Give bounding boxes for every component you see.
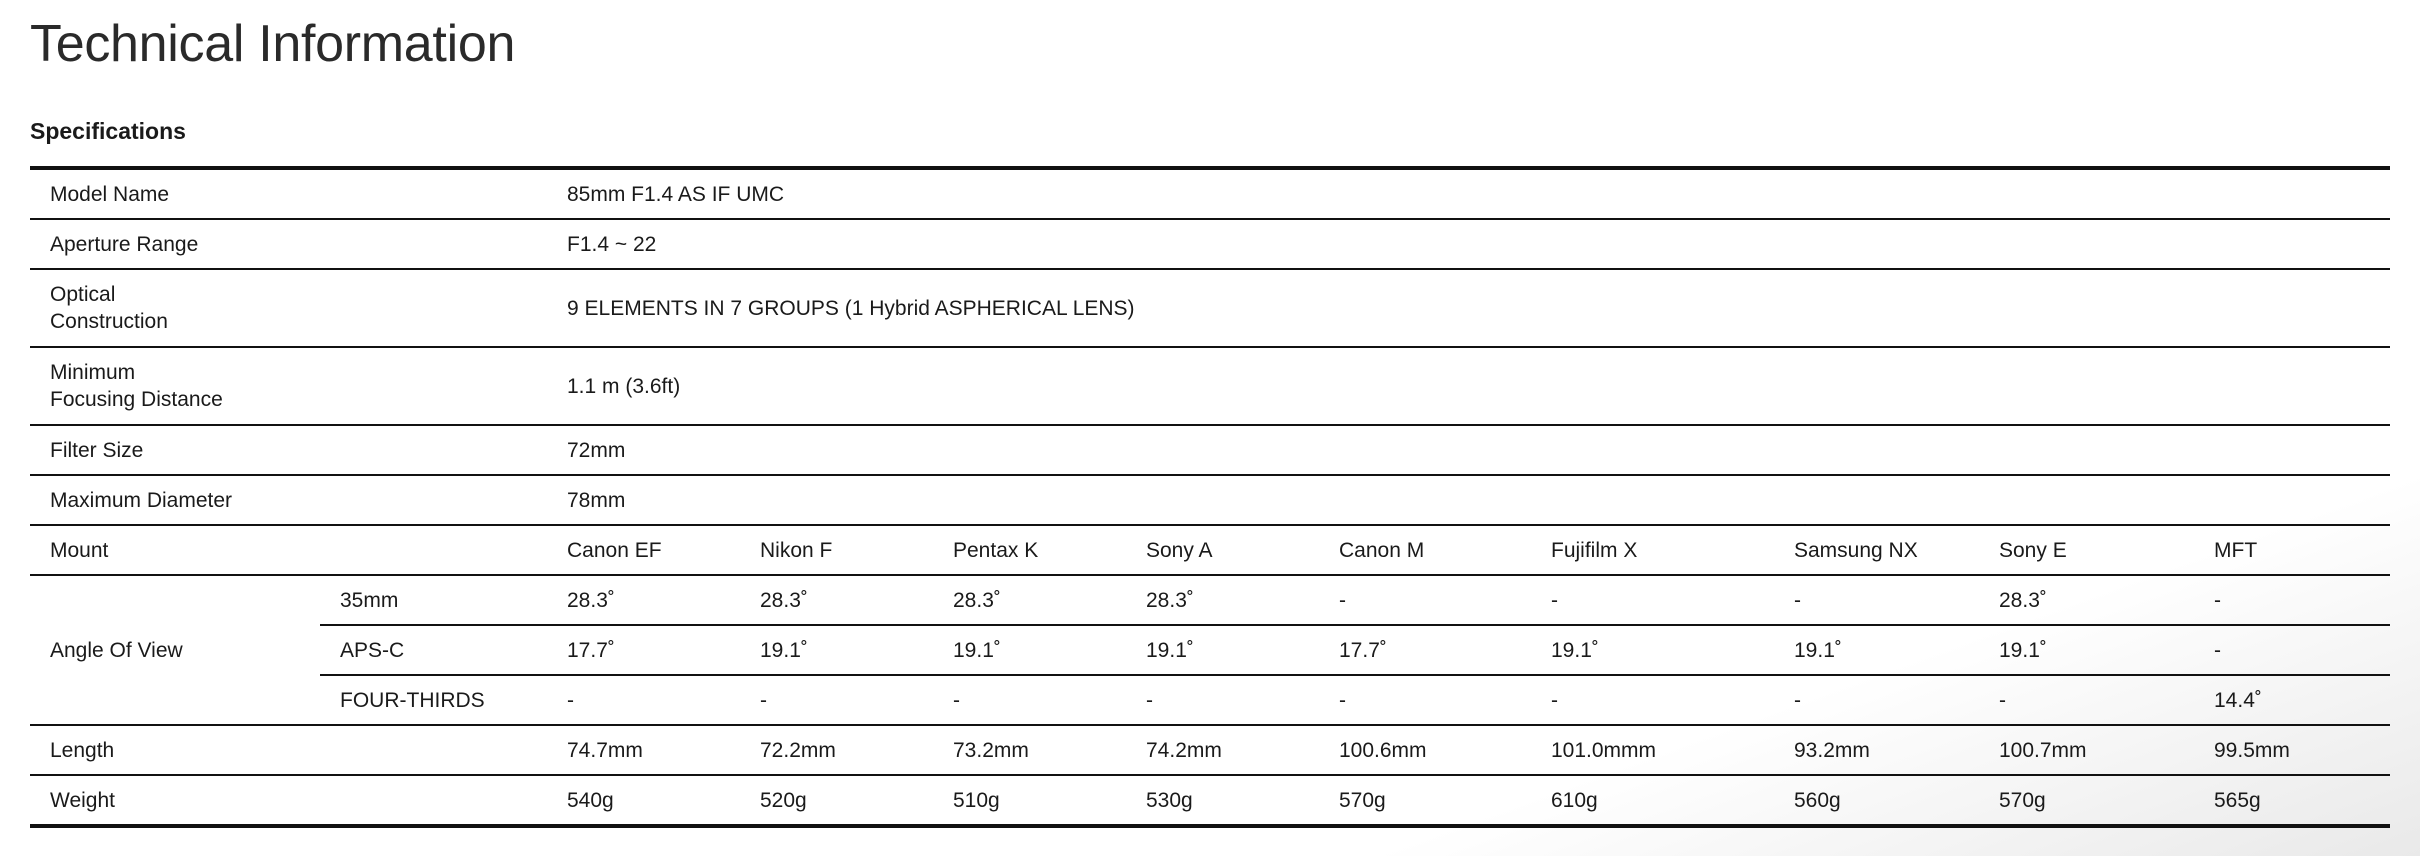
mount-cell: Pentax K — [933, 525, 1126, 575]
aov-cell: - — [1979, 675, 2194, 725]
mount-cell: Sony E — [1979, 525, 2194, 575]
spec-value: 9 ELEMENTS IN 7 GROUPS (1 Hybrid ASPHERICAL LENS) — [547, 269, 2390, 347]
aov-cell: - — [1126, 675, 1319, 725]
aov-cell: 17.7˚ — [547, 625, 740, 675]
aov-format-label: APS-C — [320, 625, 547, 675]
aov-cell: 19.1˚ — [740, 625, 933, 675]
spec-row-min-focus — [30, 347, 2390, 425]
length-cell: 73.2mm — [933, 725, 1126, 775]
aov-cell: - — [2194, 625, 2390, 675]
spec-row-filter-size — [30, 425, 2390, 475]
weight-cell: 570g — [1979, 775, 2194, 826]
spec-row-aov-35mm — [30, 575, 2390, 625]
spec-label: Model Name — [30, 168, 547, 219]
mount-cell: Fujifilm X — [1531, 525, 1774, 575]
aov-cell: 28.3˚ — [740, 575, 933, 625]
mount-cell: Sony A — [1126, 525, 1319, 575]
aov-cell: 19.1˚ — [933, 625, 1126, 675]
spec-value: 72mm — [547, 425, 2390, 475]
aov-cell: 17.7˚ — [1319, 625, 1531, 675]
spec-label-line: Construction — [50, 310, 168, 333]
length-cell: 74.7mm — [547, 725, 740, 775]
weight-cell: 570g — [1319, 775, 1531, 826]
section-title: Specifications — [30, 118, 186, 144]
weight-cell: 530g — [1126, 775, 1319, 826]
mount-cell: Samsung NX — [1774, 525, 1979, 575]
spec-label — [30, 269, 547, 347]
weight-cell: 510g — [933, 775, 1126, 826]
spec-label: Length — [30, 725, 547, 775]
aov-cell: - — [2194, 575, 2390, 625]
length-cell: 100.6mm — [1319, 725, 1531, 775]
spec-label: Angle Of View — [30, 575, 320, 725]
length-cell: 99.5mm — [2194, 725, 2390, 775]
spec-label-line: Focusing Distance — [50, 388, 223, 411]
aov-cell: 19.1˚ — [1531, 625, 1774, 675]
spec-label: Aperture Range — [30, 219, 547, 269]
aov-cell: - — [1531, 575, 1774, 625]
aov-cell: - — [740, 675, 933, 725]
aov-format-label: 35mm — [320, 575, 547, 625]
weight-cell: 610g — [1531, 775, 1774, 826]
spec-value: F1.4 ~ 22 — [547, 219, 2390, 269]
aov-cell: - — [1774, 675, 1979, 725]
spec-value: 78mm — [547, 475, 2390, 525]
spec-row-model-name — [30, 168, 2390, 219]
spec-row-aov-apsc — [30, 625, 2390, 675]
aov-cell: 14.4˚ — [2194, 675, 2390, 725]
page-title: Technical Information — [30, 15, 516, 73]
aov-cell: - — [1319, 575, 1531, 625]
mount-cell: MFT — [2194, 525, 2390, 575]
mount-cell: Canon EF — [547, 525, 740, 575]
length-cell: 93.2mm — [1774, 725, 1979, 775]
aov-cell: - — [1774, 575, 1979, 625]
aov-cell: 28.3˚ — [1979, 575, 2194, 625]
aov-cell: - — [1319, 675, 1531, 725]
spec-label: Maximum Diameter — [30, 475, 547, 525]
weight-cell: 565g — [2194, 775, 2390, 826]
spec-row-max-diameter — [30, 475, 2390, 525]
aov-cell: 19.1˚ — [1774, 625, 1979, 675]
aov-cell: 28.3˚ — [933, 575, 1126, 625]
specifications-table — [30, 166, 2390, 828]
spec-label-line: Minimum — [50, 361, 136, 384]
length-cell: 72.2mm — [740, 725, 933, 775]
spec-row-aperture-range — [30, 219, 2390, 269]
spec-row-optical-construction — [30, 269, 2390, 347]
spec-label — [30, 347, 547, 425]
aov-cell: - — [1531, 675, 1774, 725]
spec-row-mount — [30, 525, 2390, 575]
aov-cell: 19.1˚ — [1126, 625, 1319, 675]
spec-label: Weight — [30, 775, 547, 826]
aov-cell: 28.3˚ — [547, 575, 740, 625]
aov-cell: 19.1˚ — [1979, 625, 2194, 675]
aov-cell: - — [547, 675, 740, 725]
mount-cell: Canon M — [1319, 525, 1531, 575]
mount-cell: Nikon F — [740, 525, 933, 575]
length-cell: 74.2mm — [1126, 725, 1319, 775]
aov-cell: - — [933, 675, 1126, 725]
spec-value: 85mm F1.4 AS IF UMC — [547, 168, 2390, 219]
aov-format-label: FOUR-THIRDS — [320, 675, 547, 725]
spec-label: Filter Size — [30, 425, 547, 475]
length-cell: 101.0mmm — [1531, 725, 1774, 775]
spec-row-aov-four-thirds — [30, 675, 2390, 725]
spec-label: Mount — [30, 525, 547, 575]
aov-cell: 28.3˚ — [1126, 575, 1319, 625]
spec-value: 1.1 m (3.6ft) — [547, 347, 2390, 425]
length-cell: 100.7mm — [1979, 725, 2194, 775]
weight-cell: 540g — [547, 775, 740, 826]
weight-cell: 520g — [740, 775, 933, 826]
spec-row-length — [30, 725, 2390, 775]
spec-row-weight — [30, 775, 2390, 826]
spec-label-line: Optical — [50, 283, 116, 306]
weight-cell: 560g — [1774, 775, 1979, 826]
